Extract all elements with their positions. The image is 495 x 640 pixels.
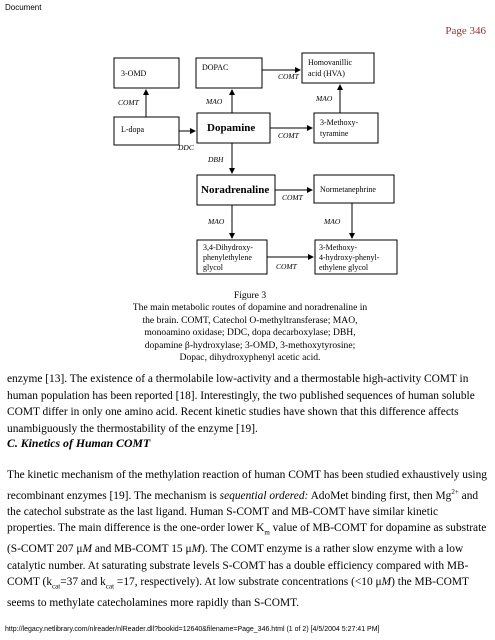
enzyme-label-mao-2: MAO (316, 94, 333, 103)
figure-title: Figure 3 (233, 290, 267, 301)
footer-url[interactable]: http://legacy.netlibrary.com/nlreader/nlReader.dll?bookid=12640&filename=Page_346.html (1 of 2) [4/5/2004 5:27:41 PM] (5, 626, 380, 633)
label-3-omd: 3-OMD (121, 69, 147, 78)
label-3-methoxytyramine-1: 3-Methoxy- (320, 118, 359, 127)
label-noradrenaline: Noradrenaline (201, 184, 270, 196)
enzyme-label-comt-3: COMT (278, 131, 299, 140)
label-dopamine: Dopamine (207, 122, 256, 134)
enzyme-label-mao-3: MAO (208, 217, 225, 226)
figure-caption (130, 290, 370, 364)
enzyme-label-mao-4: MAO (324, 217, 341, 226)
paragraph-1: enzyme [13]. The existence of a thermolabile low-activity and a thermostable high-activity COMT in human population has been reported [18]. Interestingly, the two published sequences of human soluble COMT differ in only one amino acid. Recent kinetic studies have shown that this difference affects unambiguously the thermostability of the enzyme [19]. (7, 373, 475, 435)
label-dopeg-1: 3,4-Dihydroxy- (203, 243, 253, 252)
label-mhpg-2: 4-hydroxy-phenyl- (319, 253, 380, 262)
label-dopeg-2: phenylethylene (203, 253, 252, 262)
enzyme-label-comt-1: COMT (118, 98, 139, 107)
metabolic-pathway-diagram (0, 0, 495, 290)
label-dopeg-3: glycol (203, 263, 223, 272)
enzyme-label-comt-5: COMT (276, 262, 297, 271)
figure-caption-text: The main metabolic routes of dopamine and noradrenaline in the brain. COMT, Catechol O-methyltransferase; MAO, monoamino oxidase; DDC, dopa decarboxylase; DBH, dopamine β-hydroxylase; 3-OMD, 3-methoxytyrosine; Dopac, dihydroxyphenyl acetic acid. (132, 302, 368, 364)
label-3-methoxytyramine-2: tyramine (320, 129, 349, 138)
label-hva-2: acid (HVA) (308, 69, 345, 78)
label-mhpg-3: ethylene glycol (319, 263, 369, 272)
enzyme-label-dbh: DBH (208, 155, 224, 164)
document-label: Document (5, 3, 42, 12)
label-normetanephrine: Normetanephrine (320, 185, 376, 194)
section-heading: C. Kinetics of Human COMT (7, 436, 151, 450)
enzyme-label-mao-1: MAO (206, 97, 223, 106)
paragraph-2: The kinetic mechanism of the methylation reaction of human COMT has been studied exhaustively using recombinant enzymes [19]. The mechanism is sequential ordered: AdoMet binding first, then $Mg^{2+}$ and the catechol substrate as the last ligand. Human S-COMT and MB-COMT have similar kinetic properties. The main difference is the one-order lower $K_m$ value of MB-COMT for dopamine as substrate (S-COMT 207 μM and MB-COMT 15 μM). The COMT enzyme is a rather slow enzyme with a low catalytic number. At saturating substrate levels S-COMT has a double efficiency compared with MB-COMT ($k_{cat}=37$ and $k_{cat} =17$, respectively). At low substrate concentrations (<10 μM) the MB-COMT seems to methylate catecholamines more rapidly than S-COMT. (7, 469, 487, 609)
enzyme-label-ddc: DDC (178, 143, 194, 152)
label-l-dopa: L-dopa (121, 125, 145, 134)
label-mhpg-1: 3-Methoxy- (319, 243, 358, 252)
enzyme-label-comt-4: COMT (282, 193, 303, 202)
label-hva-1: Homovanillic (308, 58, 352, 67)
page-number: Page 346 (445, 25, 486, 37)
enzyme-label-comt-2: COMT (278, 72, 299, 81)
label-dopac: DOPAC (202, 63, 229, 72)
